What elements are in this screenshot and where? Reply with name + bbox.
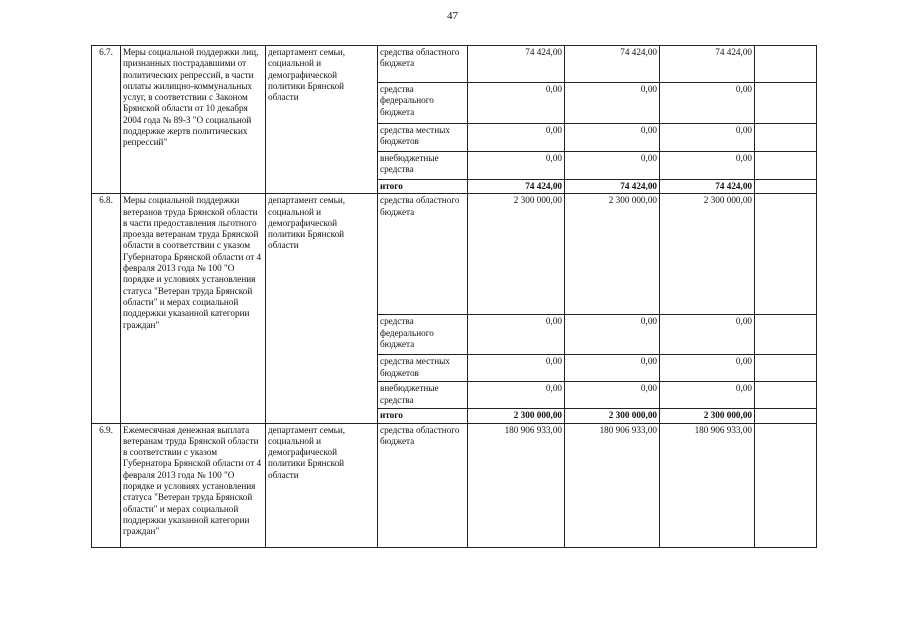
total-year-1: 2 300 000,00 <box>468 409 565 423</box>
amount-year-2: 0,00 <box>565 382 660 409</box>
empty-cell <box>755 152 817 180</box>
amount-year-1: 0,00 <box>468 124 565 152</box>
amount-year-1: 180 906 933,00 <box>468 423 565 547</box>
amount-year-3: 180 906 933,00 <box>660 423 755 547</box>
measure-description: Меры социальной поддержки лиц, признанных пострадавшими от политических репрессий, в части оплаты жилищно-коммунальных услуг, в соответствии с Законом Брянской области от 10 декабря 2004 года № 89-З "О социальной поддержке жертв политических репрессий" <box>121 46 266 194</box>
amount-year-1: 0,00 <box>468 382 565 409</box>
funding-source: средства местных бюджетов <box>378 355 468 382</box>
amount-year-2: 0,00 <box>565 315 660 355</box>
executor: департамент семьи, социальной и демографической политики Брянской области <box>266 194 378 423</box>
amount-year-3: 0,00 <box>660 382 755 409</box>
amount-year-3: 2 300 000,00 <box>660 194 755 315</box>
measure-description: Меры социальной поддержки ветеранов труда Брянской области в части предоставления льготного проезда ветеранам труда Брянской области в соответствии с указом Губернатора Брянской области от 4 февраля 2013 года № 100 "О порядке и условиях установления статуса "Ветеран труда Брянской области" и мерах социальной поддержки указанной категории граждан" <box>121 194 266 423</box>
funding-source: внебюджетные средства <box>378 382 468 409</box>
amount-year-2: 180 906 933,00 <box>565 423 660 547</box>
page-number: 47 <box>447 10 458 22</box>
funding-source: средства областного бюджета <box>378 46 468 83</box>
total-year-3: 2 300 000,00 <box>660 409 755 423</box>
amount-year-2: 2 300 000,00 <box>565 194 660 315</box>
total-label: итого <box>378 180 468 194</box>
empty-cell <box>755 124 817 152</box>
row-number: 6.9. <box>92 423 121 547</box>
amount-year-2: 74 424,00 <box>565 46 660 83</box>
total-year-3: 74 424,00 <box>660 180 755 194</box>
amount-year-1: 2 300 000,00 <box>468 194 565 315</box>
empty-cell <box>755 315 817 355</box>
row-number: 6.8. <box>92 194 121 423</box>
amount-year-3: 0,00 <box>660 355 755 382</box>
executor: департамент семьи, социальной и демографической политики Брянской области <box>266 46 378 194</box>
amount-year-1: 0,00 <box>468 83 565 124</box>
amount-year-1: 0,00 <box>468 355 565 382</box>
empty-cell <box>755 423 817 547</box>
empty-cell <box>755 46 817 83</box>
total-label: итого <box>378 409 468 423</box>
amount-year-2: 0,00 <box>565 83 660 124</box>
amount-year-3: 0,00 <box>660 83 755 124</box>
empty-cell <box>755 83 817 124</box>
total-year-2: 2 300 000,00 <box>565 409 660 423</box>
funding-source: средства местных бюджетов <box>378 124 468 152</box>
empty-cell <box>755 194 817 315</box>
table-row <box>92 423 817 547</box>
amount-year-3: 74 424,00 <box>660 46 755 83</box>
row-number: 6.7. <box>92 46 121 194</box>
table-row <box>92 194 817 315</box>
executor: департамент семьи, социальной и демографической политики Брянской области <box>266 423 378 547</box>
measure-description: Ежемесячная денежная выплата ветеранам труда Брянской области в соответствии с указом Губернатора Брянской области от 4 февраля 2013 года № 100 "О порядке и условиях установления статуса "Ветеран труда Брянской области" и мерах социальной поддержки указанной категории граждан" <box>121 423 266 547</box>
amount-year-3: 0,00 <box>660 315 755 355</box>
total-year-1: 74 424,00 <box>468 180 565 194</box>
amount-year-2: 0,00 <box>565 124 660 152</box>
amount-year-1: 74 424,00 <box>468 46 565 83</box>
empty-cell <box>755 180 817 194</box>
funding-source: средства областного бюджета <box>378 423 468 547</box>
empty-cell <box>755 382 817 409</box>
funding-source: средства федерального бюджета <box>378 315 468 355</box>
funding-source: внебюджетные средства <box>378 152 468 180</box>
table-row <box>92 46 817 83</box>
empty-cell <box>755 409 817 423</box>
empty-cell <box>755 355 817 382</box>
funding-source: средства областного бюджета <box>378 194 468 315</box>
amount-year-2: 0,00 <box>565 355 660 382</box>
amount-year-1: 0,00 <box>468 315 565 355</box>
budget-table <box>91 45 817 548</box>
amount-year-3: 0,00 <box>660 124 755 152</box>
total-year-2: 74 424,00 <box>565 180 660 194</box>
amount-year-1: 0,00 <box>468 152 565 180</box>
amount-year-3: 0,00 <box>660 152 755 180</box>
funding-source: средства федерального бюджета <box>378 83 468 124</box>
amount-year-2: 0,00 <box>565 152 660 180</box>
